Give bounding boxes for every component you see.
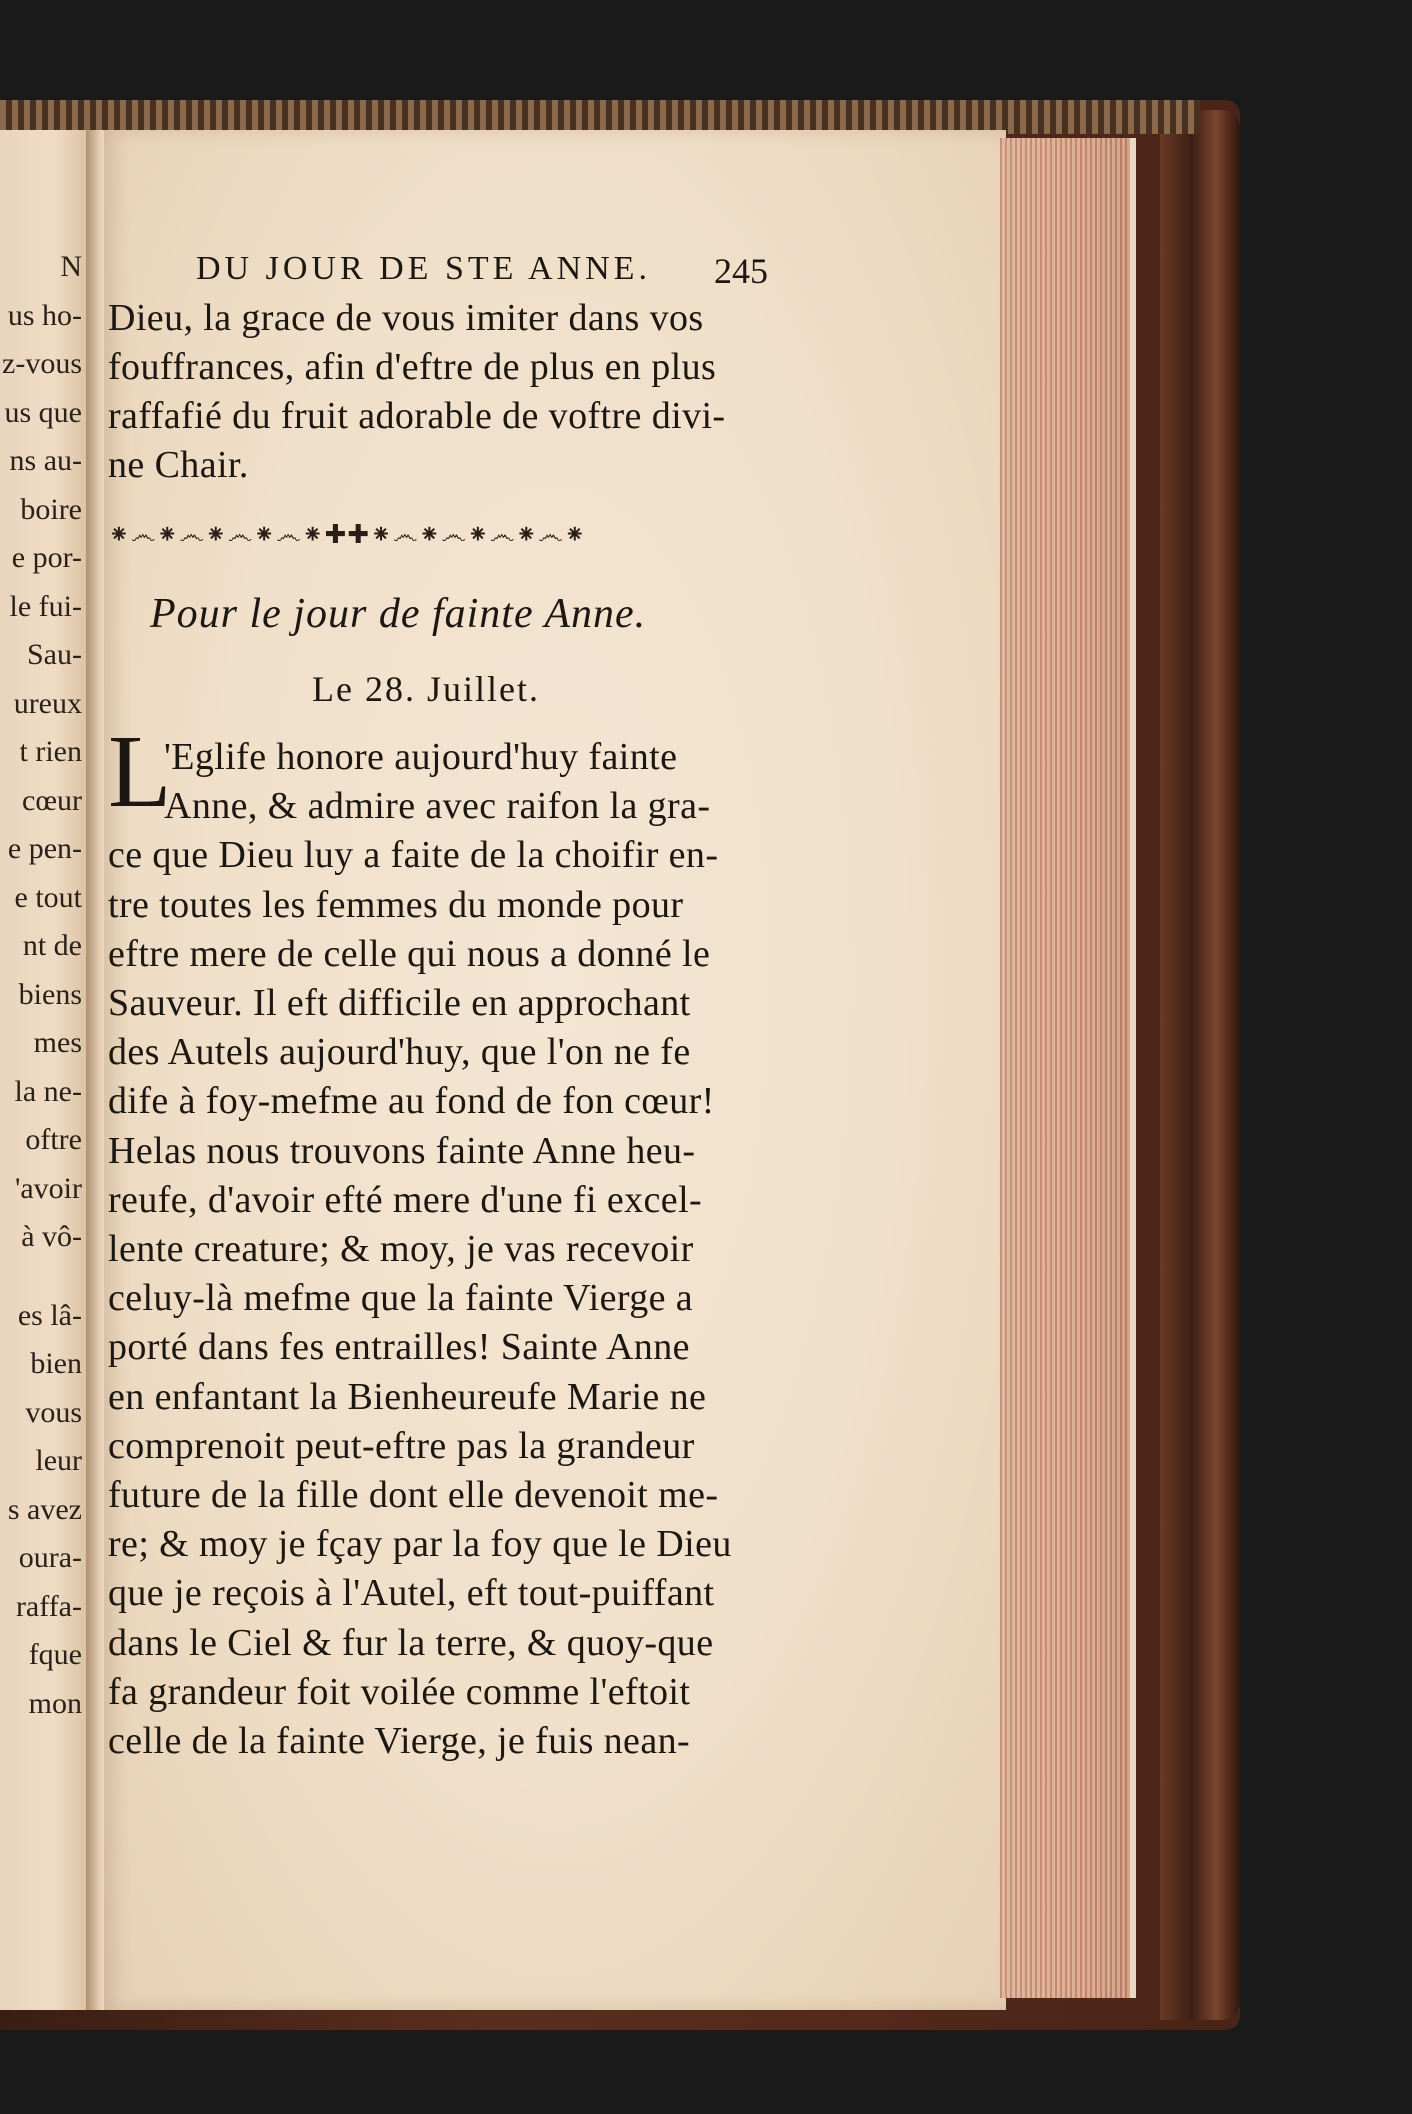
body-line: reufe, d'avoir efté mere d'une fi excel-	[108, 1178, 703, 1221]
left-page-fragment: s avez	[7, 1492, 82, 1526]
book-spine-edge	[1160, 110, 1240, 2020]
left-page-fragment: 'avoir	[14, 1171, 82, 1205]
left-page-fragment: bien	[30, 1347, 82, 1380]
left-page-fragment: N	[60, 250, 82, 283]
book-headband	[0, 100, 1200, 134]
left-page-fragment: ns au-	[9, 444, 82, 477]
left-page	[0, 130, 90, 2010]
left-page-fragment: e tout	[14, 880, 82, 914]
left-page-fragment: raffa-	[15, 1589, 82, 1623]
left-page-fragment: fque	[28, 1638, 82, 1671]
body-line: Sauveur. Il eft difficile en approchant	[108, 982, 691, 1024]
body-line: celle de la fainte Vierge, je fuis nean-	[108, 1720, 691, 1762]
left-page-fragment: à vô-	[21, 1220, 82, 1253]
date-line: Le 28. Juillet.	[312, 669, 540, 709]
body-line: en enfantant la Bienheureufe Marie ne	[108, 1375, 707, 1418]
body-line: 'Eglife honore aujourd'huy fainte	[164, 736, 678, 778]
continuation-line: raffafié du fruit adorable de voftre divi-	[108, 395, 726, 437]
left-page-fragment: boire	[20, 492, 82, 526]
drop-cap: L	[108, 714, 172, 829]
page-number: 245	[714, 251, 768, 291]
body-line: lente creature; & moy, je vas recevoir	[108, 1228, 694, 1270]
body-line: tre toutes les femmes du monde pour	[108, 883, 684, 926]
left-page-fragment: ureux	[13, 686, 82, 720]
running-head: DU JOUR DE STE ANNE.	[196, 250, 651, 287]
body-line: comprenoit peut-eftre pas la grandeur	[108, 1424, 695, 1467]
body-line: eftre mere de celle qui nous a donné le	[108, 932, 711, 975]
body-line: Anne, & admire avec raifon la gra-	[164, 785, 711, 828]
continuation-line: ne Chair.	[108, 444, 249, 486]
continuation-line: Dieu, la grace de vous imiter dans vos	[108, 297, 704, 339]
left-page-fragment: oura-	[18, 1541, 82, 1574]
body-line: Helas nous trouvons fainte Anne heu-	[108, 1129, 696, 1172]
left-page-fragment: t rien	[19, 735, 82, 768]
left-page-fragment: es lâ-	[17, 1298, 82, 1332]
continuation-line: fouffrances, afin d'eftre de plus en plus	[108, 346, 717, 388]
body-line: future de la fille dont elle devenoit me-	[108, 1474, 719, 1516]
left-page-fragment: mes	[33, 1026, 82, 1059]
left-page-fragment: oftre	[25, 1123, 82, 1156]
body-line: re; & moy je fçay par la foy que le Dieu	[108, 1523, 732, 1566]
body-line: celuy-là mefme que la fainte Vierge a	[108, 1277, 694, 1320]
body-line: fa grandeur foit voilée comme l'eftoit	[108, 1670, 691, 1713]
page-fore-edge	[1000, 138, 1136, 1998]
body-line: ce que Dieu luy a faite de la choifir en-	[108, 834, 719, 877]
left-page-fragment: cœur	[22, 783, 82, 817]
left-page-fragment: z-vous	[2, 347, 82, 380]
left-page-fragment: e pen-	[7, 832, 82, 865]
section-title: Pour le jour de fainte Anne.	[150, 591, 647, 637]
left-page-fragment: la ne-	[14, 1074, 82, 1108]
body-line: que je reçois à l'Autel, eft tout-puiffant	[108, 1572, 715, 1615]
left-page-fragment: us que	[4, 395, 82, 429]
left-page-fragment: biens	[18, 977, 82, 1011]
body-line: dife à foy-mefme au fond de fon cœur!	[108, 1080, 715, 1123]
left-page-fragment: nt de	[22, 929, 82, 962]
left-page-fragment: le fui-	[9, 589, 82, 623]
body-line: des Autels aujourd'huy, que l'on ne fe	[108, 1031, 691, 1074]
left-page-fragment: mon	[28, 1686, 82, 1720]
left-page-fragment: us ho-	[7, 298, 82, 332]
decorative-ornament-band: ⁕෴⁕෴⁕෴⁕෴⁕✚✚⁕෴⁕෴⁕෴⁕෴⁕	[108, 520, 587, 550]
left-page-fragment: leur	[35, 1444, 82, 1477]
left-page-fragment: Sau-	[27, 638, 82, 671]
left-page-fragment: e por-	[11, 541, 82, 574]
body-line: porté dans fes entrailles! Sainte Anne	[108, 1326, 690, 1369]
left-page-fragment: vous	[25, 1395, 82, 1429]
body-line: dans le Ciel & fur la terre, & quoy-que	[108, 1621, 714, 1664]
